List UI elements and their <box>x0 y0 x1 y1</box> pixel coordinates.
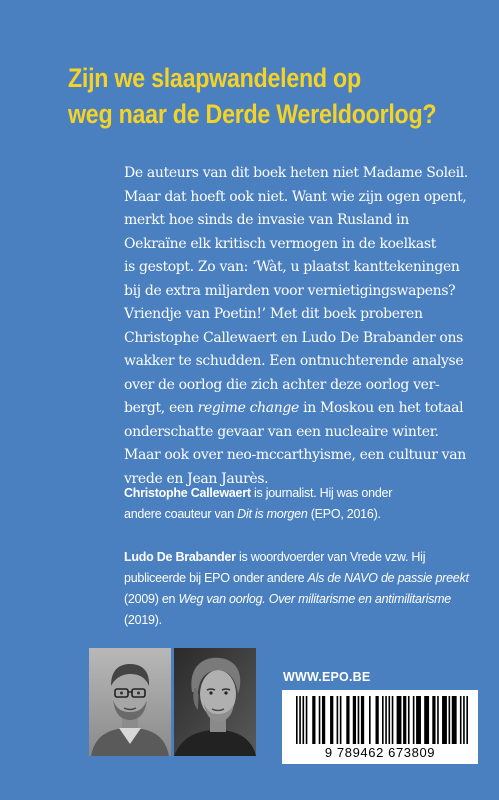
bio-text: (EPO, 2016). <box>307 507 381 521</box>
author-name: Christophe Callewaert <box>124 486 251 500</box>
website-url: WWW.EPO.BE <box>283 670 371 684</box>
barcode-bar <box>388 696 390 744</box>
barcode-bar <box>463 696 465 744</box>
bio-text: andere coauteur van <box>124 507 238 521</box>
barcode-bar <box>424 696 429 744</box>
barcode-bar <box>432 696 435 744</box>
blurb-line: is gestopt. Zo van: ‘Wàt, u plaatst kanttekeningen <box>124 259 460 275</box>
blurb-line: Vriendje van Poetin!’ Met dit boek proberen <box>124 306 423 322</box>
blurb-line <box>124 397 474 421</box>
blurb-line: Oekraïne elk kritisch vermogen in de koelkast <box>124 235 436 252</box>
author-bio-callewaert <box>124 483 474 525</box>
blurb-line: De auteurs van dit boek heten niet Madame Soleil. <box>124 165 468 181</box>
barcode-bar <box>306 696 308 744</box>
blurb-line-start: bergt, een <box>124 400 198 416</box>
barcode-bar <box>437 696 439 744</box>
barcode-bar <box>346 696 349 744</box>
author-bio-debrabander <box>124 547 474 631</box>
bio-text: (2009) en <box>124 592 179 606</box>
barcode-bar <box>376 696 379 744</box>
barcode-bar <box>340 696 342 744</box>
barcode-bar <box>296 696 298 744</box>
book-title: Weg van oorlog. Over militarisme en antimilitarisme <box>178 592 452 606</box>
headline-line-2: weg naar de Derde Wereldoorlog? <box>68 99 437 129</box>
blurb-line: wakker te schudden. Een ontnuchterende analyse <box>124 353 464 369</box>
bio-text: publiceerde bij EPO onder andere <box>124 571 308 585</box>
headline <box>68 60 437 132</box>
isbn-barcode <box>282 690 478 764</box>
author-name: Ludo De Brabander <box>124 550 236 564</box>
barcode-bar <box>358 696 360 744</box>
barcode-bar <box>416 696 421 744</box>
blurb-line: Maar ook over neo-mccarthyisme, een cultuur van <box>124 447 466 463</box>
blurb-text <box>124 162 474 491</box>
barcode-bar <box>322 696 325 744</box>
barcode-bar <box>299 696 301 744</box>
barcode-bar <box>312 696 315 744</box>
headline-line-1: Zijn we slaapwandelend op <box>68 63 361 93</box>
blurb-line: merkt hoe sinds de invasie van Rusland in <box>124 212 409 228</box>
author-photo-callewaert <box>89 648 171 756</box>
barcode-bar <box>460 696 462 744</box>
blurb-line: vrede en Jean Jaurès. <box>124 470 269 487</box>
barcode-bar <box>302 696 304 744</box>
barcode-bar <box>413 696 415 744</box>
blurb-line: Maar dat hoeft ook niet. Want wie zijn ogen opent, <box>124 188 467 205</box>
barcode-bar <box>361 696 364 744</box>
isbn-number: 9 789462 673809 <box>324 745 436 760</box>
blurb-line: onderschatte gevaar van een nucleaire winter. <box>124 423 439 440</box>
barcode-bar <box>353 696 356 744</box>
barcode-bar <box>385 696 387 744</box>
blurb-line-end: in Moskou en het totaal <box>303 400 464 416</box>
barcode-bar <box>319 696 321 744</box>
barcode-bar <box>330 696 333 744</box>
barcode-bar <box>408 696 410 744</box>
barcode-bar <box>337 696 339 744</box>
bio-text: is journalist. Hij was onder <box>250 486 393 500</box>
barcode-bar <box>442 696 447 744</box>
book-title: Als de NAVO de passie preekt <box>307 571 469 585</box>
blurb-line: Christophe Callewaert en Ludo De Brabander ons <box>124 329 463 346</box>
barcode-bar <box>403 696 406 744</box>
author-photo-debrabander <box>174 648 256 756</box>
book-title: Dit is morgen <box>237 507 308 521</box>
author-photos <box>89 648 256 756</box>
barcode-bar <box>397 696 402 744</box>
barcode-bar <box>449 696 451 744</box>
barcode-bar <box>369 696 371 744</box>
bio-text: is woordvoerder van Vrede vzw. Hij <box>235 550 426 564</box>
barcode-bar <box>392 696 394 744</box>
blurb-line: over de oorlog die zich achter deze oorlog ver- <box>124 376 440 393</box>
bio-text: (2019). <box>124 613 162 627</box>
barcode-bar <box>466 696 468 744</box>
italic-phrase: regime change <box>197 400 299 416</box>
barcode-bar <box>382 696 384 744</box>
blurb-line: bij de extra miljarden voor vernietigingswapens? <box>124 282 456 299</box>
barcode-bar <box>452 696 457 744</box>
